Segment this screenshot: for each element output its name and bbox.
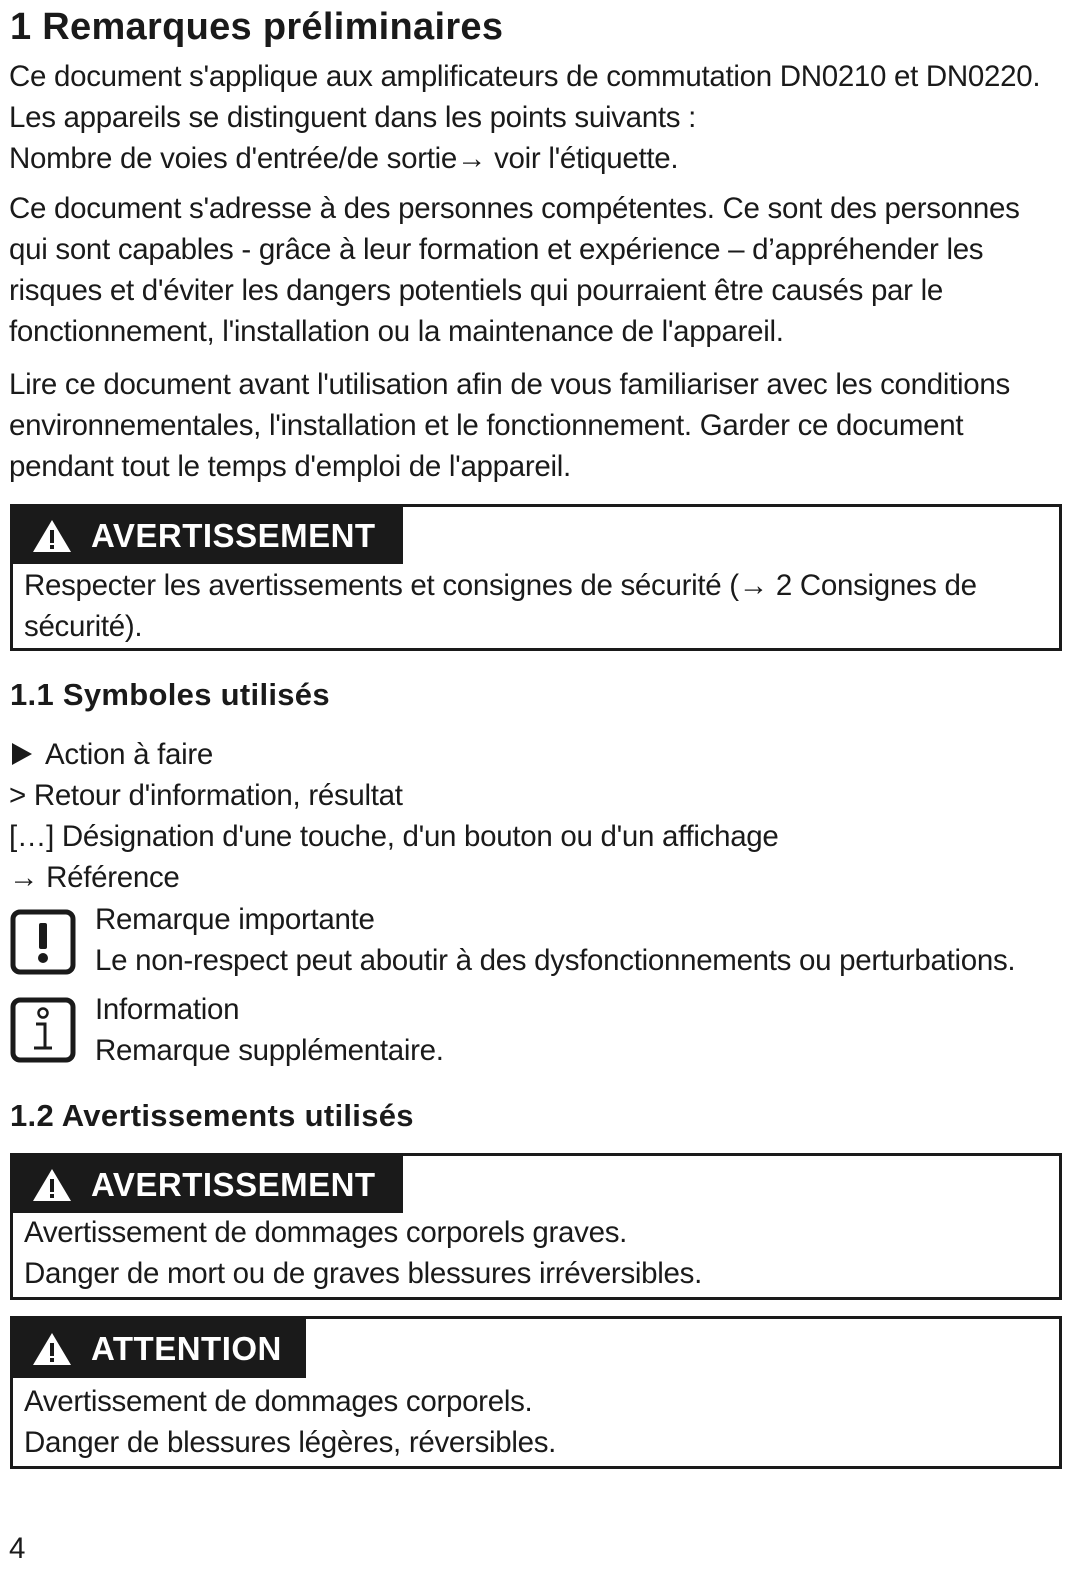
- symbol-action-label: Action à faire: [45, 738, 213, 771]
- action-triangle-icon: [9, 741, 35, 767]
- information-icon: [10, 997, 76, 1063]
- warning-text-line: Respecter les avertissements et consignes de sécurité (→ 2 Consignes de: [24, 569, 977, 602]
- section-1-2-heading: 1.2 Avertissements utilisés: [10, 1098, 414, 1133]
- warning-text-line: Avertissement de dommages corporels graves.: [24, 1216, 628, 1249]
- warning-box: [10, 1153, 1062, 1300]
- paragraph-line: environnementales, l'installation et le fonctionnement. Garder ce document: [9, 409, 964, 442]
- paragraph-line: risques et d'éviter les dangers potentiels qui pourraient être causés par le: [9, 274, 943, 307]
- caution-text-line: Avertissement de dommages corporels.: [24, 1385, 533, 1418]
- paragraph-line: pendant tout le temps d'emploi de l'appareil.: [9, 450, 571, 483]
- information-title: Information: [95, 993, 240, 1026]
- symbol-action-row: [9, 738, 213, 772]
- warning-header: [13, 1156, 403, 1213]
- warning-triangle-icon: [31, 518, 73, 554]
- paragraph-line: Lire ce document avant l'utilisation afin de vous familiariser avec les conditions: [9, 368, 1010, 401]
- caution-text-line: Danger de blessures légères, réversibles.: [24, 1426, 557, 1459]
- warning-label: AVERTISSEMENT: [91, 516, 376, 554]
- important-note-title: Remarque importante: [95, 903, 375, 936]
- warning-label: AVERTISSEMENT: [91, 1165, 376, 1203]
- paragraph-line: Nombre de voies d'entrée/de sortie→ voir l'étiquette.: [9, 142, 679, 175]
- paragraph-line: qui sont capables - grâce à leur formation et expérience – d’appréhender les: [9, 233, 984, 266]
- paragraph-line: fonctionnement, l'installation ou la maintenance de l'appareil.: [9, 315, 784, 348]
- symbol-result-row: > Retour d'information, résultat: [9, 779, 403, 812]
- symbol-key-row: […] Désignation d'une touche, d'un bouton ou d'un affichage: [9, 820, 779, 853]
- warning-box: [10, 504, 1062, 651]
- symbol-reference-row: → Référence: [9, 861, 180, 894]
- information-text: Remarque supplémentaire.: [95, 1034, 444, 1067]
- important-note-text: Le non-respect peut aboutir à des dysfonctionnements ou perturbations.: [95, 944, 1016, 977]
- paragraph-line: Ce document s'applique aux amplificateurs de commutation DN0210 et DN0220.: [9, 60, 1041, 93]
- warning-triangle-icon: [31, 1331, 73, 1367]
- warning-triangle-icon: [31, 1167, 73, 1203]
- paragraph-line: Les appareils se distinguent dans les points suivants :: [9, 101, 697, 134]
- caution-box: [10, 1316, 1062, 1469]
- warning-header: [13, 507, 403, 564]
- paragraph-line: Ce document s'adresse à des personnes compétentes. Ce sont des personnes: [9, 192, 1020, 225]
- important-note-icon: [10, 909, 76, 975]
- page-number: 4: [9, 1532, 26, 1565]
- caution-header: [13, 1319, 306, 1378]
- section-1-heading: 1 Remarques préliminaires: [10, 6, 504, 48]
- section-1-1-heading: 1.1 Symboles utilisés: [10, 677, 330, 712]
- warning-text-line: Danger de mort ou de graves blessures irréversibles.: [24, 1257, 702, 1290]
- warning-text-line: sécurité).: [24, 610, 143, 643]
- caution-label: ATTENTION: [91, 1329, 282, 1367]
